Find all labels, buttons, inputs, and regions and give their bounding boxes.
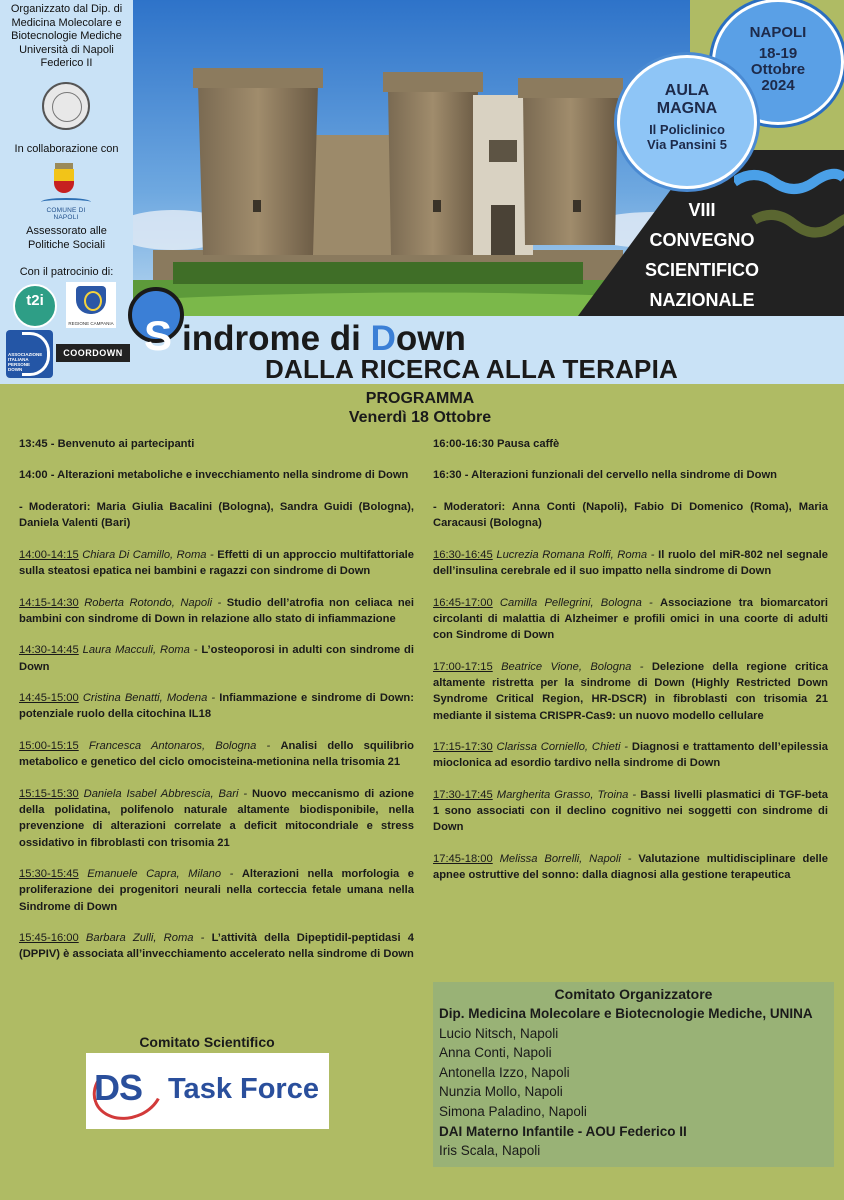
- programme-left-column: [19, 436, 414, 978]
- programme-title: Infiammazione e sindrome di Down: potenziale ruolo della citochina IL18: [19, 692, 414, 721]
- programme-title: Effetti di un approccio multifattoriale sulla steatosi epatica nei bambini e ragazzi con sindrome di Down: [19, 548, 415, 578]
- aipd-logo-text: ASSOCIAZIONE ITALIANA PERSONE DOWN: [8, 352, 43, 372]
- ds-logo-text: DS: [94, 1067, 143, 1108]
- programme-speaker: Emanuele Capra, Milano -: [78, 868, 242, 881]
- programme-right-column: [433, 436, 828, 899]
- programme-speaker: Margherita Grasso, Troina -: [492, 788, 641, 801]
- coordown-logo: COORDOWN: [56, 344, 130, 362]
- organizing-committee-line: Nunzia Mollo, Napoli: [439, 1084, 563, 1100]
- programme-item: [433, 739, 828, 772]
- programme-time: 15:30-15:45: [19, 868, 79, 881]
- programme-title: - Moderatori: Anna Conti (Napoli), Fabio Di Domenico (Roma), Maria Caracausi (Bologna): [433, 500, 828, 530]
- patronage-label: Con il patrocinio di:: [19, 266, 114, 278]
- programme-title: Pausa caffè: [493, 438, 560, 450]
- campania-logo-text: REGIONE CAMPANIA: [68, 321, 114, 326]
- programme-title: Diagnosi e trattamento dell’epilessia mioclonica ad esordio tardivo nella sindrome di Down: [433, 740, 828, 770]
- organizing-committee-line: Lucio Nitsch, Napoli: [439, 1025, 559, 1041]
- organizing-committee-line: Anna Conti, Napoli: [439, 1045, 552, 1061]
- programme-item: [19, 866, 414, 915]
- programme-item: [19, 499, 414, 532]
- programme-speaker: Barbara Zulli, Roma -: [78, 932, 212, 945]
- event-date-line: 18-19: [758, 45, 798, 62]
- programme-item: [19, 786, 414, 851]
- venue-line: MAGNA: [656, 100, 718, 117]
- venue-circle: [620, 58, 754, 186]
- organizer-text: [0, 3, 133, 71]
- programme-title: - Alterazioni funzionali del cervello nella sindrome di Down: [461, 469, 777, 482]
- programme-title: Nuovo meccanismo di azione della polidatina, polifenolo naturale altamente biodisponibile, nella prevenzione di alterazioni correlate a deficit mitocondriale e stress ossidativo in fibroblasti con trisomia 21: [19, 787, 414, 849]
- comune-logo-text: COMUNE DI NAPOLI: [46, 207, 86, 221]
- university-seal-icon: [42, 82, 90, 130]
- t2i-logo-text: t2i: [26, 292, 44, 309]
- programme-item: [433, 499, 828, 532]
- organizer-line: Organizzato dal Dip. di: [10, 3, 123, 15]
- collaboration-label: In collaborazione con: [14, 143, 119, 155]
- poster-subtitle: DALLA RICERCA ALLA TERAPIA: [265, 354, 678, 384]
- programme-title: Alterazioni nella morfologia e proliferazione dei progenitori neurali nella corteccia fetale umana nella Sindrome di Down: [19, 868, 414, 913]
- comune-logo: [33, 198, 99, 221]
- sponsor-column: [0, 0, 133, 384]
- programme-speaker: Cristina Benatti, Modena -: [78, 692, 220, 705]
- programme-title: Bassi livelli plasmatici di TGF-beta 1 sono associati con il declino cognitivo nei soggetti con sindrome di Down: [433, 788, 828, 834]
- programme-item: [19, 467, 414, 483]
- programme-speaker: Camilla Pellegrini, Bologna -: [492, 596, 660, 609]
- ds-task-force-logo: [86, 1053, 329, 1129]
- programme-speaker: Laura Macculi, Roma -: [78, 644, 202, 657]
- programme-time: 16:00-16:30: [433, 438, 494, 450]
- programme-time: 14:45-15:00: [19, 692, 79, 705]
- programme-item: [19, 595, 414, 628]
- programme-speaker: Francesca Antonaros, Bologna -: [78, 739, 281, 752]
- programme-time: 13:45: [19, 438, 48, 450]
- programme-item: [433, 547, 828, 580]
- programme-item: [19, 690, 414, 723]
- t2i-logo: [13, 284, 57, 328]
- task-force-logo-text: Task Force: [168, 1073, 319, 1105]
- programme-speaker: Beatrice Vione, Bologna -: [492, 660, 652, 673]
- programme-item: [433, 467, 828, 483]
- convegno-line: CONVEGNO: [649, 230, 755, 250]
- programme-title: Studio dell’atrofia non celiaca nei bambini con sindrome di Down in relazione allo stato di infiammazione: [19, 596, 414, 625]
- programme-item: [19, 642, 414, 675]
- assessorato-line: Politiche Sociali: [27, 238, 106, 251]
- organizing-committee-title: Comitato Organizzatore: [554, 986, 713, 1002]
- programme-heading: [270, 390, 570, 428]
- programme-title: - Moderatori: Maria Giulia Bacalini (Bologna), Sandra Guidi (Bologna), Daniela Valenti (Bari): [19, 500, 414, 530]
- aipd-logo: [6, 330, 53, 378]
- programme-label: PROGRAMMA: [365, 390, 475, 407]
- venue-line: AULA: [664, 82, 710, 99]
- programme-item: [433, 851, 828, 884]
- programme-time: 14:15-14:30: [19, 596, 79, 609]
- organizer-line: Federico II: [40, 57, 93, 69]
- programme-speaker: Roberta Rotondo, Napoli -: [78, 596, 227, 609]
- title-part1: indrome di: [182, 319, 371, 358]
- programme-title: Valutazione multidisciplinare delle apnee ostruttive del sonno: dalla diagnosi alla gestione terapeutica: [433, 852, 828, 882]
- programme-time: 16:30: [433, 469, 462, 482]
- programme-speaker: Melissa Borrelli, Napoli -: [492, 852, 639, 865]
- programme-item: [433, 659, 828, 724]
- scientific-committee-label: Comitato Scientifico: [139, 1034, 275, 1050]
- programme-item: [433, 436, 828, 452]
- organizing-committee-line: Antonella Izzo, Napoli: [439, 1064, 570, 1080]
- programme-speaker: Lucrezia Romana Rolfi, Roma -: [492, 548, 659, 561]
- programme-time: 15:45-16:00: [19, 932, 79, 945]
- event-date-line: Ottobre: [750, 61, 806, 78]
- regione-campania-logo: [66, 282, 116, 328]
- convegno-title: [612, 195, 792, 315]
- event-date-line: 2024: [761, 77, 795, 94]
- address-line: Il Policlinico: [649, 122, 725, 137]
- programme-time: 16:45-17:00: [433, 596, 493, 609]
- programme-time: 17:30-17:45: [433, 788, 493, 801]
- programme-day: Venerdì 18 Ottobre: [348, 409, 492, 426]
- programme-title: - Alterazioni metaboliche e invecchiamento nella sindrome di Down: [47, 469, 409, 482]
- programme-time: 17:00-17:15: [433, 660, 493, 673]
- convegno-line: NAZIONALE: [649, 290, 755, 310]
- organizer-line: Università di Napoli: [19, 43, 114, 56]
- programme-item: [433, 787, 828, 836]
- programme-item: [19, 738, 414, 771]
- programme-title: Il ruolo del miR-802 nel segnale dell’insulina cerebrale ed il suo impatto nella sindrome di Down: [433, 548, 828, 578]
- organizing-committee-line: Dip. Medicina Molecolare e Biotecnologie Mediche, UNINA: [439, 1006, 813, 1021]
- organizing-committee-list: [439, 1004, 834, 1161]
- organizer-line: Biotecnologie Mediche: [11, 30, 122, 42]
- programme-item: [19, 436, 414, 452]
- title-s-letter: S: [143, 312, 172, 359]
- poster-title: [134, 312, 466, 358]
- venue-address: [620, 122, 754, 152]
- address-line: Via Pansini 5: [647, 137, 727, 152]
- programme-time: 14:30-14:45: [19, 644, 79, 657]
- programme-title: Associazione tra biomarcatori circolanti di malattia di Alzheimer e profili omici in una coorte di adulti con Sindrome di Down: [433, 596, 828, 642]
- programme-title: Delezione della regione critica altamente ristretta per la sindrome di Down (Highly Restricted Down Syndrome Critical Region, HR-DSCR) in fibroblasti con trisomia 21 mediante il sistema CRISPR-Cas9: un nuovo modello cellulare: [433, 660, 828, 722]
- title-d-letter: D: [370, 319, 396, 358]
- comune-crest-icon: [53, 163, 75, 193]
- organizing-committee-line: DAI Materno Infantile - AOU Federico II: [439, 1123, 687, 1139]
- organizing-committee-box: [433, 982, 834, 1167]
- programme-item: [433, 595, 828, 644]
- organizer-line: Medicina Molecolare e: [11, 16, 122, 29]
- venue-name: [620, 82, 754, 118]
- programme-speaker: Clarissa Corniello, Chieti -: [492, 740, 632, 753]
- programme-time: 15:15-15:30: [19, 787, 79, 800]
- convegno-line: VIII: [688, 200, 716, 220]
- title-part2: own: [395, 319, 466, 358]
- programme-title: Analisi dello squilibrio metabolico e genetico del ciclo omocisteina-metionina nella trisomia 21: [19, 739, 414, 769]
- programme-title: L’attività della Dipeptidil-peptidasi 4 (DPPIV) è associata all’invecchiamento accelerato nella sindrome di Down: [19, 932, 414, 961]
- convegno-line: SCIENTIFICO: [644, 260, 759, 280]
- organizing-committee-line: Simona Paladino, Napoli: [439, 1103, 587, 1119]
- assessorato-line: Assessorato alle: [26, 225, 107, 237]
- event-city: NAPOLI: [749, 24, 807, 41]
- programme-time: 17:45-18:00: [433, 852, 493, 865]
- programme-item: [19, 547, 414, 580]
- programme-time: 17:15-17:30: [433, 740, 493, 753]
- programme-time: 14:00: [19, 469, 48, 482]
- programme-speaker: Daniela Isabel Abbrescia, Bari -: [78, 787, 252, 800]
- programme-title: - Benvenuto ai partecipanti: [47, 438, 195, 450]
- programme-time: 16:30-16:45: [433, 548, 493, 561]
- programme-item: [19, 930, 414, 963]
- programme-title: L’osteoporosi in adulti con sindrome di Down: [19, 644, 414, 673]
- programme-time: 14:00-14:15: [19, 548, 79, 561]
- organizing-committee-line: Iris Scala, Napoli: [439, 1143, 541, 1159]
- programme-time: 15:00-15:15: [19, 739, 79, 752]
- programme-speaker: Chiara Di Camillo, Roma -: [78, 548, 218, 561]
- assessorato-text: [0, 225, 133, 252]
